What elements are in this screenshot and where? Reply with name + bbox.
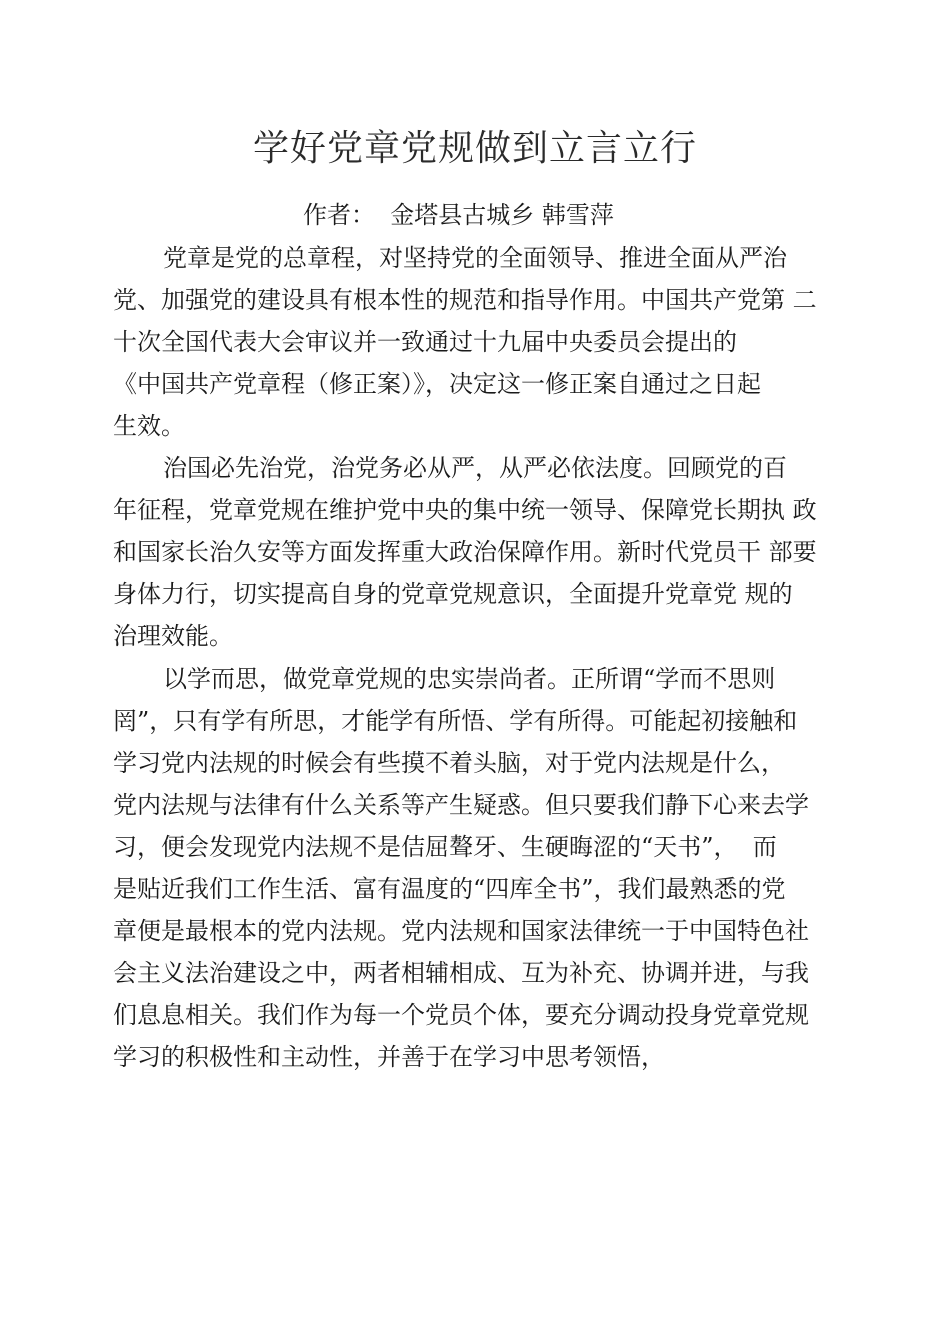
paragraph-line: 《中国共产党章程（修正案）》，决定这一修正案自通过之日起 <box>113 370 761 398</box>
paragraph-line: 罔”，只有学有所思，才能学有所悟、学有所得。可能起初接触和 <box>113 707 798 735</box>
paragraph-line: 学习党内法规的时候会有些摸不着头脑，对于党内法规是什么， <box>113 749 785 777</box>
paragraph-line: 们息息相关。我们作为每一个党员个体，要充分调动投身党章党规 <box>113 1001 809 1029</box>
paragraph-line: 会主义法治建设之中，两者相辅相成、互为补充、协调并进，与我 <box>113 959 809 987</box>
paragraph-line: 治国必先治党，治党务必从严，从严必依法度。回顾党的百 <box>163 454 787 482</box>
author-byline: 作者： 金塔县古城乡 韩雪萍 <box>303 201 614 229</box>
paragraph-1 <box>113 237 858 447</box>
paragraph-line: 党章是党的总章程，对坚持党的全面领导、推进全面从严治 <box>163 244 787 272</box>
paragraph-line: 党内法规与法律有什么关系等产生疑惑。但只要我们静下心来去学 <box>113 791 809 819</box>
paragraph-line: 生效。 <box>113 412 185 440</box>
paragraph-line: 是贴近我们工作生活、富有温度的“四库全书”，我们最熟悉的党 <box>113 875 786 903</box>
paragraph-line: 治理效能。 <box>113 622 233 650</box>
paragraph-line: 党、加强党的建设具有根本性的规范和指导作用。中国共产党第 二 <box>113 286 817 314</box>
paragraph-line: 年征程，党章党规在维护党中央的集中统一领导、保障党长期执 政 <box>113 496 817 524</box>
paragraph-line: 身体力行，切实提高自身的党章党规意识，全面提升党章党 规的 <box>113 580 793 608</box>
paragraph-2 <box>113 447 858 657</box>
paragraph-line: 以学而思，做党章党规的忠实崇尚者。正所谓“学而不思则 <box>163 665 776 693</box>
paragraph-line: 章便是最根本的党内法规。党内法规和国家法律统一于中国特色社 <box>113 917 809 945</box>
paragraph-3 <box>113 658 858 1078</box>
paragraph-line: 和国家长治久安等方面发挥重大政治保障作用。新时代党员干 部要 <box>113 538 817 566</box>
paragraph-line: 习，便会发现党内法规不是佶屈聱牙、生硬晦涩的“天书”， 而 <box>113 833 777 861</box>
paragraph-line: 学习的积极性和主动性，并善于在学习中思考领悟， <box>113 1043 665 1071</box>
paragraph-line: 十次全国代表大会审议并一致通过十九届中央委员会提出的 <box>113 328 737 356</box>
document-title: 学好党章党规做到立言立行 <box>252 128 697 169</box>
